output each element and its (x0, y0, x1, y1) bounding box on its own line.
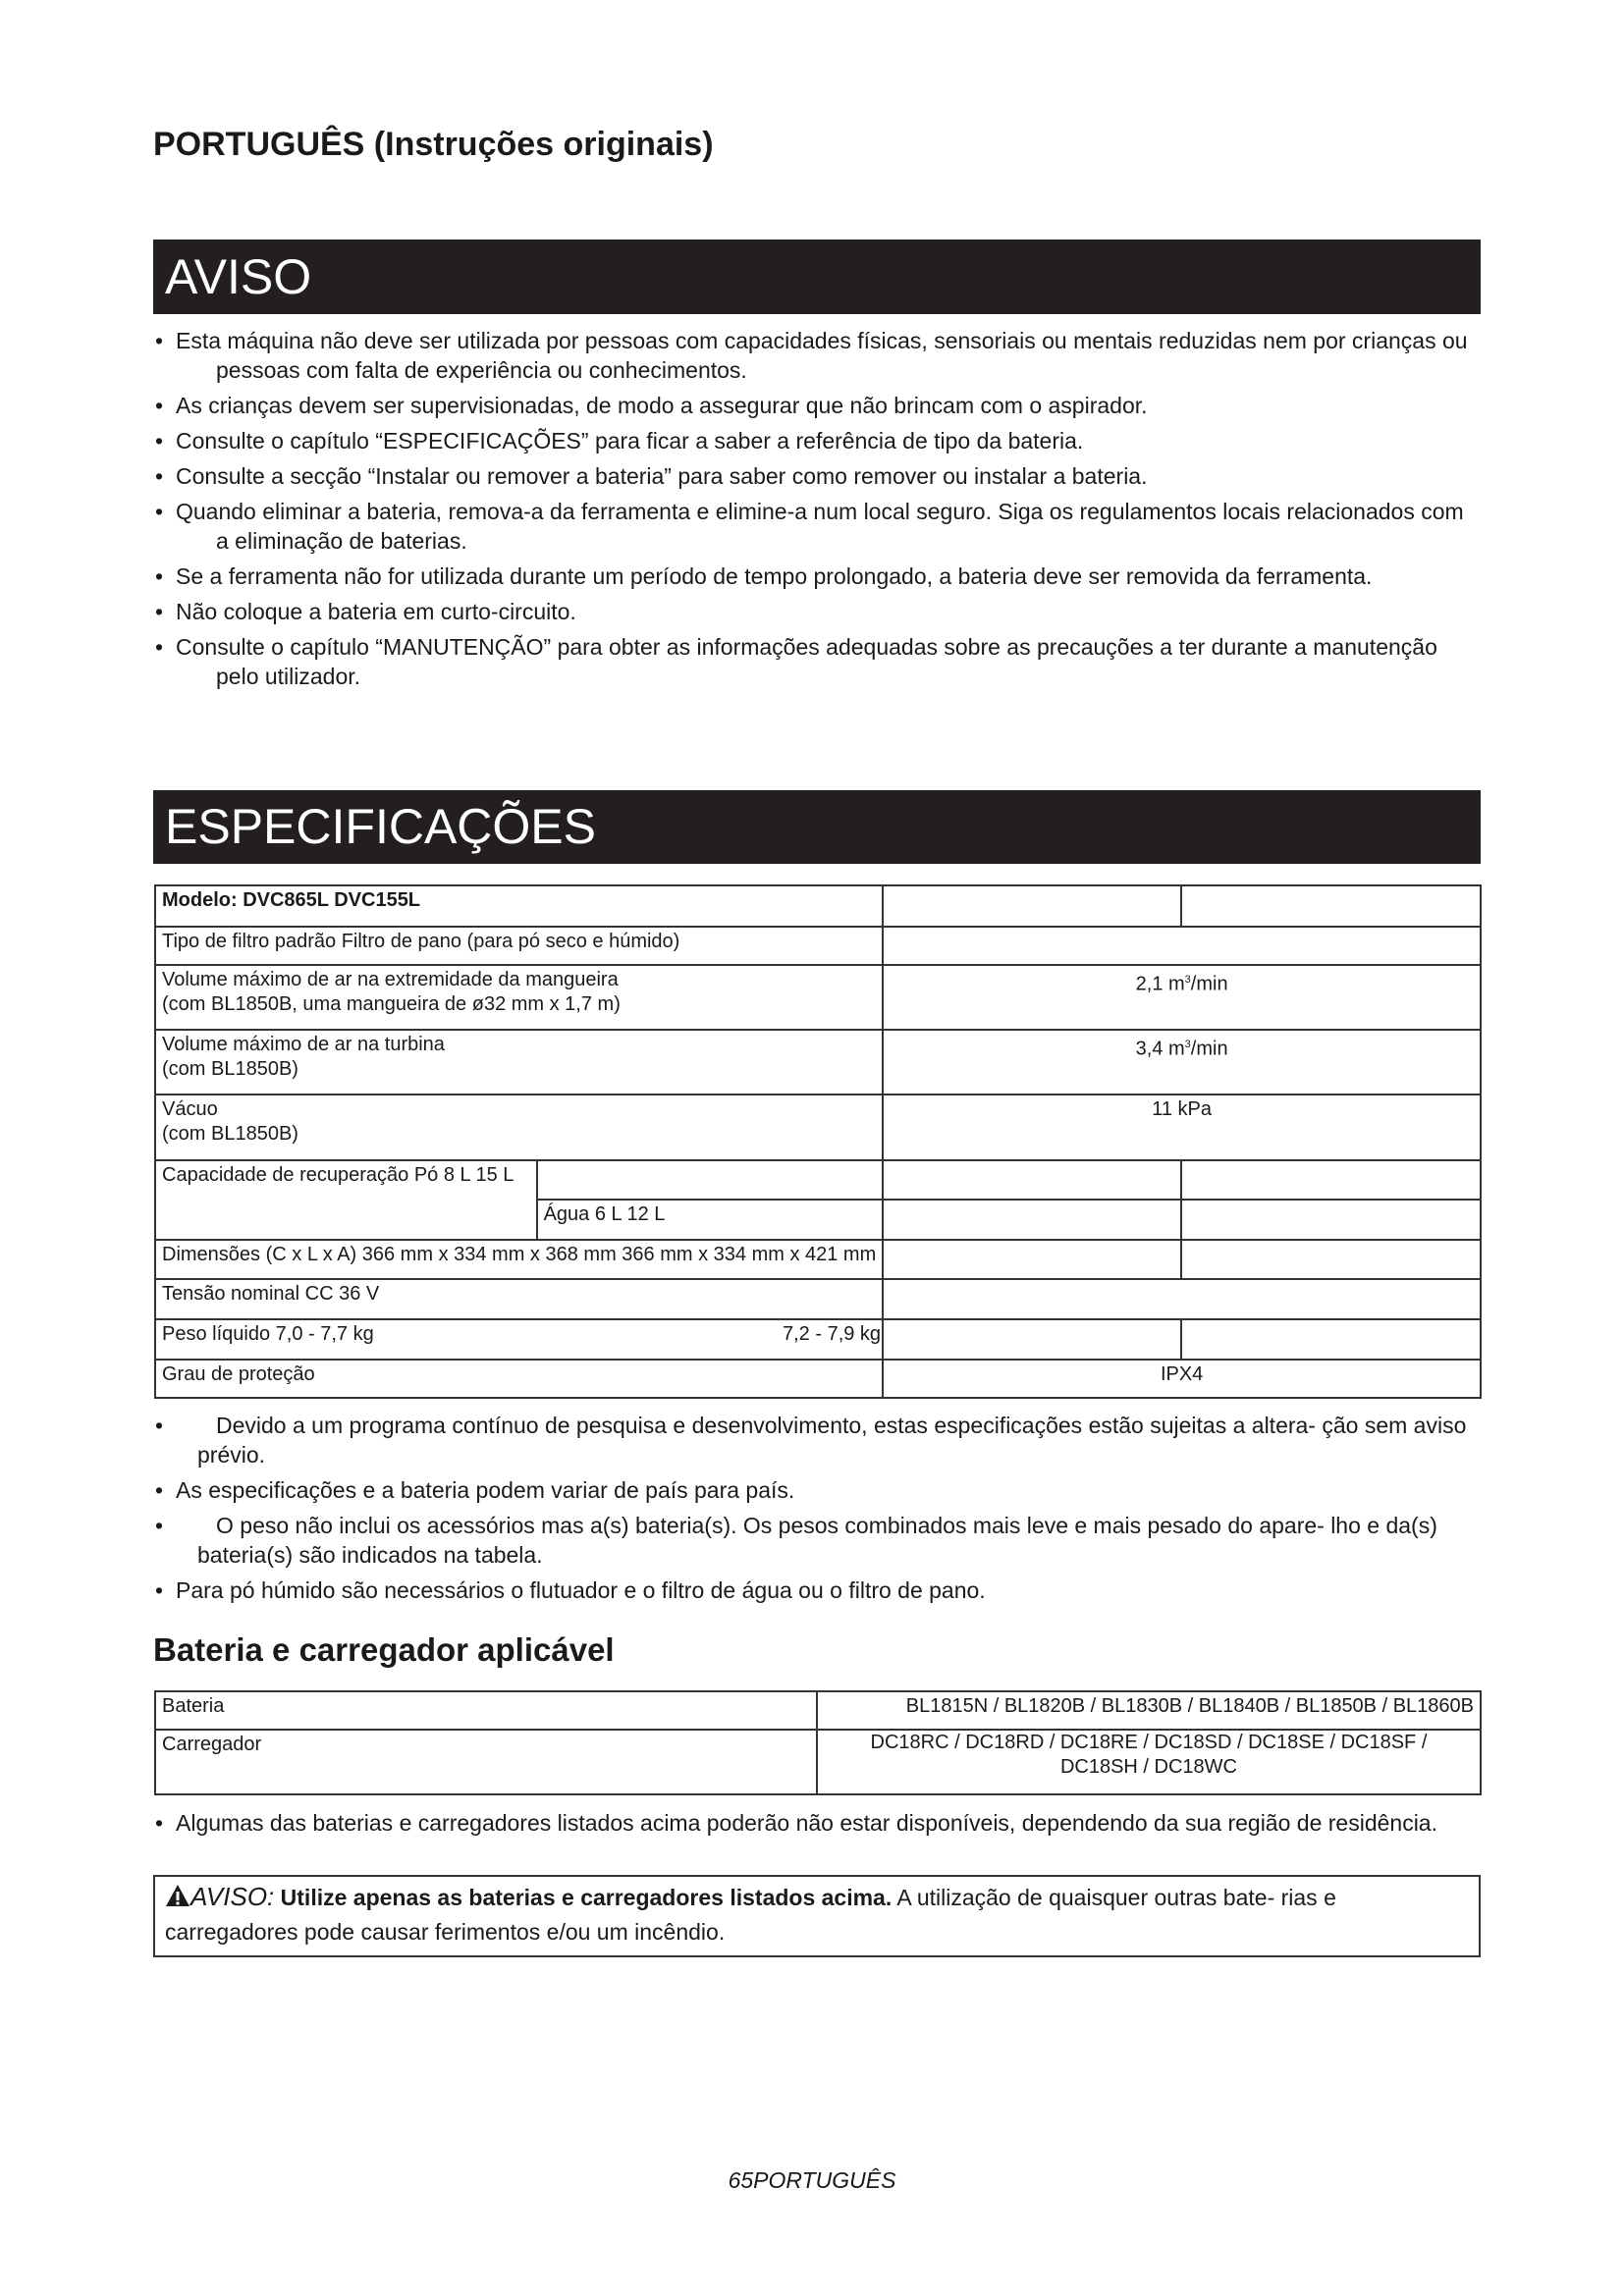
warning-text: A utilização de quaisquer outras bate- rias e carregadores pode causar ferimentos e/ou um incêndio. (165, 1885, 1336, 1945)
weight-cell: Peso líquido 7,0 - 7,7 kg 7,2 - 7,9 kg (155, 1319, 883, 1360)
list-item: • Não coloque a bateria em curto-circuito. (0, 597, 1473, 626)
table-row (155, 1240, 1481, 1279)
protection-value: IPX4 (883, 1360, 1481, 1398)
filter-cell: Tipo de filtro padrão Filtro de pano (para pó seco e húmido) (155, 927, 883, 965)
list-item: • As especificações e a bateria podem variar de país para país. (0, 1475, 1473, 1505)
table-row (155, 927, 1481, 965)
battery-notes (0, 1808, 1473, 1843)
list-item: • As crianças devem ser supervisionadas, de modo a assegurar que não brincam com o aspirador. (0, 391, 1473, 420)
list-item: • Consulte o capítulo “MANUTENÇÃO” para obter as informações adequadas sobre as precauções a ter durante a manutenção pelo utilizador. (0, 632, 1473, 691)
list-item: • O peso não inclui os acessórios mas a(s) bateria(s). Os pesos combinados mais leve e mais pesado do apare- lho e da(s) bateria(s) são indicados na tabela. (0, 1511, 1473, 1570)
spec-notes (0, 1411, 1473, 1611)
page-title: PORTUGUÊS (Instruções originais) (153, 126, 714, 163)
table-row (155, 1279, 1481, 1319)
list-item: • Quando eliminar a bateria, remova-a da ferramenta e elimine-a num local seguro. Siga os regulamentos locais relacionados com a eliminação de baterias. (0, 497, 1473, 556)
charger-label: Carregador (155, 1730, 817, 1794)
table-row (155, 965, 1481, 1030)
list-item: • Consulte o capítulo “ESPECIFICAÇÕES” para ficar a saber a referência de tipo da bateria. (0, 426, 1473, 455)
hose-label: Volume máximo de ar na extremidade da mangueira (com BL1850B, uma mangueira de ø32 mm x 1,7 m) (155, 965, 883, 1030)
table-row (155, 1730, 1481, 1794)
warning-bold: Utilize apenas as baterias e carregadores listados acima. (280, 1885, 893, 1910)
capacity-water: Água 6 L 12 L (537, 1200, 884, 1240)
vacuum-value: 11 kPa (883, 1095, 1481, 1160)
table-row (155, 1095, 1481, 1160)
turbine-value: 3,4 $m^3/\min$ (883, 1030, 1481, 1095)
list-item: • Algumas das baterias e carregadores listados acima poderão não estar disponíveis, dependendo da sua região de residência. (0, 1808, 1473, 1838)
list-item: • Devido a um programa contínuo de pesquisa e desenvolvimento, estas especificações estão sujeitas a altera- ção sem aviso prévio. (0, 1411, 1473, 1469)
vacuum-label: Vácuo (com BL1850B) (155, 1095, 883, 1160)
table-row (155, 1691, 1481, 1730)
table-row (155, 1030, 1481, 1095)
aviso-list (0, 326, 1473, 697)
aviso-heading: AVISO (153, 240, 1481, 314)
list-item: • Se a ferramenta não for utilizada durante um período de tempo prolongado, a bateria deve ser removida da ferramenta. (0, 561, 1473, 591)
table-row (155, 885, 1481, 927)
warning-box (153, 1875, 1481, 1957)
model-cell: Modelo: DVC865L DVC155L (155, 885, 883, 927)
list-item: • Consulte a secção “Instalar ou remover a bateria” para saber como remover ou instalar a bateria. (0, 461, 1473, 491)
specifications-table (154, 884, 1482, 1399)
capacity-label: Capacidade de recuperação Pó 8 L 15 L (155, 1160, 537, 1240)
battery-heading: Bateria e carregador aplicável (153, 1631, 615, 1668)
charger-value: DC18RC / DC18RD / DC18RE / DC18SD / DC18SE / DC18SF / DC18SH / DC18WC (817, 1730, 1481, 1794)
list-item: • Para pó húmido são necessários o flutuador e o filtro de água ou o filtro de pano. (0, 1575, 1473, 1605)
table-row (155, 1319, 1481, 1360)
hose-value: 2,1 $m^3/\min$ (883, 965, 1481, 1030)
table-row (155, 1160, 1481, 1200)
battery-value: BL1815N / BL1820B / BL1830B / BL1840B / BL1850B / BL1860B (817, 1691, 1481, 1730)
warning-icon (165, 1884, 190, 1916)
protection-label: Grau de proteção (155, 1360, 883, 1398)
battery-label: Bateria (155, 1691, 817, 1730)
battery-table (154, 1690, 1482, 1795)
table-row (155, 1360, 1481, 1398)
voltage-cell: Tensão nominal CC 36 V (155, 1279, 883, 1319)
page-footer: 65PORTUGUÊS (728, 2167, 896, 2193)
dimensions-cell: Dimensões (C x L x A) 366 mm x 334 mm x 368 mm 366 mm x 334 mm x 421 mm (155, 1240, 883, 1279)
turbine-label: Volume máximo de ar na turbina (com BL1850B) (155, 1030, 883, 1095)
specifications-heading: ESPECIFICAÇÕES (153, 790, 1481, 864)
warning-label: AVISO: (190, 1882, 275, 1911)
list-item: • Esta máquina não deve ser utilizada por pessoas com capacidades físicas, sensoriais ou mentais reduzidas nem por crianças ou pessoas com falta de experiência ou conhecimentos. (0, 326, 1473, 385)
